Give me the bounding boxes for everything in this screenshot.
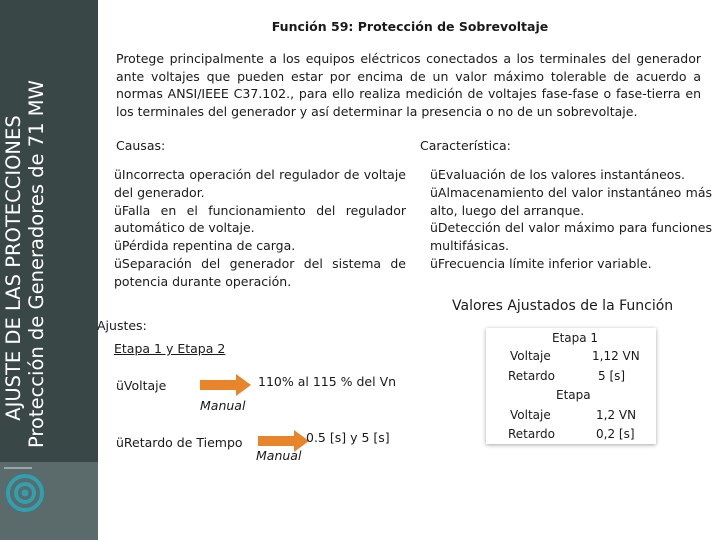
list-item: üIncorrecta operación del regulador de voltaje del generador. bbox=[114, 167, 406, 200]
page-title: Función 59: Protección de Sobrevoltaje bbox=[271, 19, 549, 34]
sidebar-title-line2: Protección de Generadores de 71 MW bbox=[25, 80, 48, 448]
delay-range: 0.5 [s] y 5 [s] bbox=[306, 430, 390, 445]
stage2-title: Etapa bbox=[556, 388, 591, 402]
stage1-voltage-label: Voltaje bbox=[510, 349, 551, 363]
causes-label: Causas: bbox=[116, 138, 166, 153]
stage2-delay-label: Retardo bbox=[508, 427, 555, 441]
delay-mode: Manual bbox=[256, 448, 302, 463]
voltage-setting-label: üVoltaje bbox=[116, 378, 167, 393]
list-item: üDetección del valor máximo para funciones multifásicas. bbox=[430, 220, 712, 254]
adjusted-values-table bbox=[486, 328, 656, 444]
stage1-delay-value: 5 [s] bbox=[598, 369, 626, 383]
intro-paragraph: Protege principalmente a los equipos eléctricos conectados a los terminales del generador ante voltajes que pueden estar por encima de un valor máximo tolerable de acuerdo a normas ANSI/IEEE C37.102., para ello realiza medición de voltajes fase-fase o fase-tierra en los terminales del generador y así determinar la presencia o no de un sobrevoltaje. bbox=[116, 51, 701, 119]
voltage-mode: Manual bbox=[200, 398, 246, 413]
list-item: üFalla en el funcionamiento del regulador automático de voltaje. bbox=[114, 202, 406, 236]
causes-list bbox=[114, 166, 406, 291]
list-item: üSeparación del generador del sistema de potencia durante operación. bbox=[114, 255, 406, 289]
list-item: üEvaluación de los valores instantáneos. bbox=[430, 167, 685, 182]
features-label: Característica: bbox=[420, 138, 511, 153]
list-item: üPérdida repentina de carga. bbox=[114, 238, 296, 254]
settings-label: Ajustes: bbox=[97, 318, 147, 333]
arrow-right-icon bbox=[200, 372, 252, 398]
sidebar-title bbox=[2, 80, 90, 448]
stage1-delay-label: Retardo bbox=[508, 369, 555, 383]
list-item: üFrecuencia límite inferior variable. bbox=[430, 255, 652, 271]
stage-link: Etapa 1 y Etapa 2 bbox=[114, 341, 226, 356]
stage2-delay-value: 0,2 [s] bbox=[596, 427, 635, 441]
features-list bbox=[430, 166, 712, 273]
stage1-title: Etapa 1 bbox=[552, 331, 599, 345]
stage2-voltage-label: Voltaje bbox=[510, 408, 551, 422]
stage2-voltage-value: 1,2 VN bbox=[596, 408, 637, 422]
voltage-range: 110% al 115 % del Vn bbox=[258, 374, 397, 389]
list-item: üAlmacenamiento del valor instantáneo más alto, luego del arranque. bbox=[430, 184, 712, 218]
stage1-voltage-value: 1,12 VN bbox=[592, 349, 640, 363]
adjusted-values-title: Valores Ajustados de la Función bbox=[452, 298, 674, 314]
divider bbox=[4, 467, 32, 469]
sidebar-title-line1: AJUSTE DE LAS PROTECCIONES bbox=[2, 115, 25, 421]
delay-setting-label: üRetardo de Tiempo bbox=[116, 435, 243, 450]
target-logo-icon bbox=[6, 474, 44, 512]
